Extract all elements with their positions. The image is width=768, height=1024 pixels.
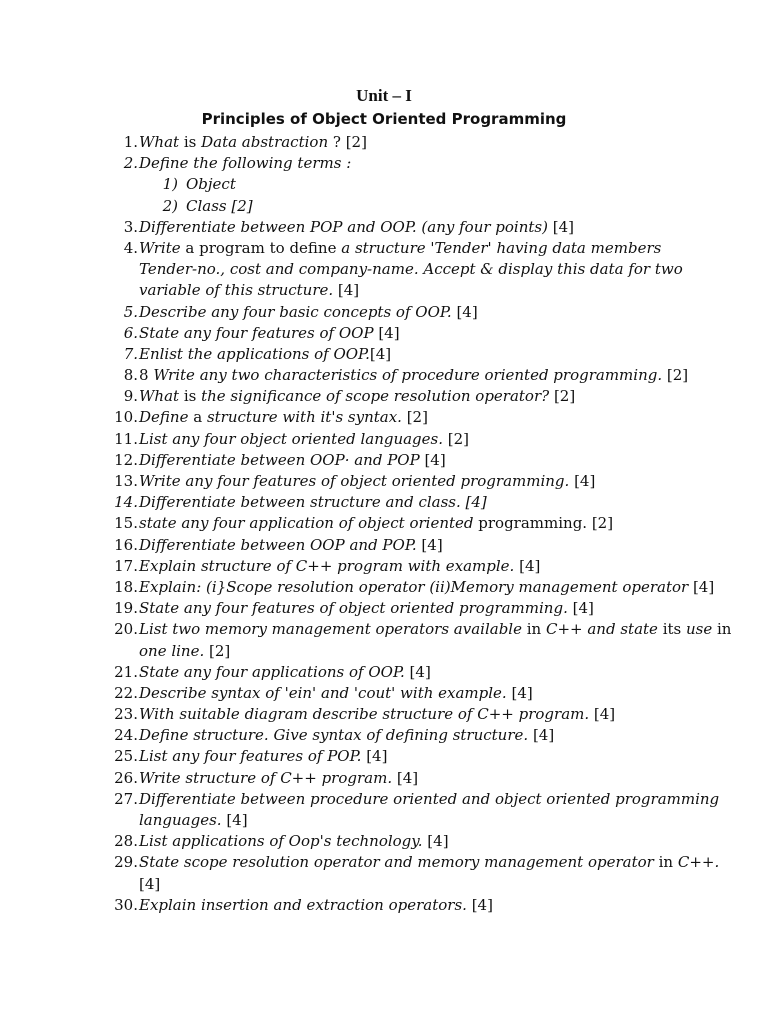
question-number: 24. — [114, 726, 138, 745]
question-text-segment: [4] — [373, 323, 400, 342]
question-number: 27. — [114, 789, 138, 808]
question-number: 23. — [114, 705, 138, 724]
question-number: 10. — [114, 408, 138, 427]
question-text-segment: [4] — [392, 768, 419, 787]
question-text-segment: in — [653, 853, 678, 872]
question-text-segment: the significance of scope resolution operator? — [201, 387, 550, 406]
unit-title: Unit – I — [356, 86, 412, 105]
question-text-segment: State any four features of OOP — [139, 323, 374, 342]
question-row — [0, 302, 768, 323]
question-text-segment: C++. — [677, 853, 720, 872]
question-row — [0, 746, 768, 767]
question-number: 15. — [114, 514, 138, 533]
question-text-segment: [4] — [404, 662, 431, 681]
question-text — [139, 407, 684, 428]
question-text — [139, 344, 684, 365]
question-row — [0, 577, 768, 598]
question-text-segment: languages. — [139, 811, 222, 829]
question-text-segment: State any four applications of OOP. — [139, 662, 405, 681]
question-text-segment: Write any two characteristics of procedure oriented programming. — [153, 366, 663, 385]
question-text-segment: Differentiate between OOP and POP. — [139, 535, 417, 554]
question-text-segment: [4] — [506, 683, 533, 702]
question-row — [0, 492, 768, 513]
question-number: 14. — [114, 493, 138, 512]
sub-item-number: 1) — [162, 175, 178, 194]
question-text — [139, 577, 715, 598]
question-text-segment: Explain structure of C++ program with example. — [139, 556, 515, 575]
question-text-segment: programming. [2] — [473, 514, 614, 533]
question-row — [0, 704, 768, 725]
question-row — [0, 641, 768, 662]
question-text — [139, 323, 684, 344]
question-number: 11. — [114, 429, 138, 448]
question-row — [0, 810, 768, 831]
question-text-segment: Describe syntax of 'ein' and 'cout' with example. — [139, 683, 507, 702]
question-row — [0, 238, 768, 259]
question-row — [0, 280, 768, 301]
question-number: 25. — [114, 747, 138, 766]
question-row — [0, 895, 768, 916]
question-text-segment: Differentiate between OOP· and POP — [139, 450, 420, 469]
question-text-segment: [4] — [451, 302, 478, 321]
question-text-segment: [2] — [662, 366, 689, 385]
question-row — [0, 365, 768, 386]
question-number: 16. — [114, 535, 138, 554]
question-text-segment: Differentiate between POP and OOP. (any four points) — [139, 217, 548, 236]
question-text-segment: [4] — [589, 705, 616, 724]
question-text-segment: Enlist the applications of OOP. — [139, 344, 370, 363]
question-number: 8. — [123, 366, 138, 385]
question-row — [0, 323, 768, 344]
question-text-segment: in — [521, 620, 546, 639]
question-continuation — [139, 259, 684, 280]
question-number: 2. — [123, 154, 138, 173]
question-text — [139, 365, 689, 386]
question-text-segment: [4] — [567, 599, 594, 618]
question-text — [139, 831, 684, 852]
question-text-segment: is — [179, 387, 202, 406]
question-text-segment: Write — [139, 238, 181, 257]
question-text-segment: state any four application of object oriented — [139, 514, 474, 533]
question-text-segment: [4] — [419, 450, 446, 469]
question-text-segment: C++ and state — [545, 620, 658, 639]
question-number: 6. — [123, 323, 138, 342]
question-text-segment: ? [2] — [328, 133, 367, 151]
question-text-segment: What — [139, 387, 180, 406]
question-row — [0, 174, 768, 195]
question-row — [0, 852, 768, 873]
question-row — [0, 535, 768, 556]
question-text-segment: [4] — [547, 217, 574, 236]
question-row — [0, 513, 768, 534]
question-row — [0, 874, 768, 895]
question-text-segment: in — [712, 620, 732, 639]
question-text-segment: Describe any four basic concepts of OOP. — [139, 302, 452, 321]
question-text-segment: a — [188, 408, 207, 427]
question-text-segment: Define the following terms : — [139, 154, 352, 173]
question-text — [139, 598, 684, 619]
question-number: 20. — [114, 620, 138, 639]
question-number: 1. — [123, 133, 138, 151]
sub-item-text: Class [2] — [186, 196, 253, 215]
question-text — [139, 535, 684, 556]
question-text-segment: [4] — [528, 726, 555, 745]
question-number: 12. — [114, 450, 138, 469]
question-list — [0, 132, 768, 916]
question-text-segment: [4] — [422, 832, 449, 851]
question-text-segment: Write any four features of object oriented programming. — [139, 472, 570, 490]
question-row — [0, 450, 768, 471]
question-text-segment: [2] — [401, 408, 428, 427]
question-text-segment: List applications of Oop's technology. — [139, 832, 423, 851]
question-row — [0, 196, 768, 217]
question-text-segment: use — [685, 620, 713, 639]
question-text — [139, 513, 684, 534]
question-row — [0, 132, 768, 153]
question-row — [0, 217, 768, 238]
question-text-segment: [4] — [569, 472, 596, 490]
question-number: 5. — [123, 302, 138, 321]
question-text-segment: a program to define — [180, 238, 342, 257]
question-text-segment: [4] — [221, 811, 248, 829]
question-text — [139, 895, 684, 916]
question-text-segment: Data abstraction — [201, 133, 329, 151]
question-row — [0, 429, 768, 450]
question-text-segment: variable of this structure. — [139, 281, 334, 300]
question-number: 26. — [114, 768, 138, 787]
question-text-segment: [4] — [514, 556, 541, 575]
question-text — [139, 429, 684, 450]
question-text-segment: structure with it's syntax. — [206, 408, 402, 427]
sub-item-number: 2) — [162, 196, 178, 215]
question-continuation — [139, 874, 684, 895]
question-row — [0, 407, 768, 428]
question-text-segment: [2] — [204, 641, 231, 660]
question-row — [0, 598, 768, 619]
question-text-segment: Differentiate between structure and class. [4] — [139, 493, 487, 512]
question-text-segment: [2] — [443, 429, 470, 448]
question-text-segment: [4] — [416, 535, 443, 554]
question-text-segment: [4] — [688, 577, 715, 596]
question-text-segment: Define — [139, 408, 189, 427]
question-number: 9. — [123, 387, 138, 406]
question-continuation — [139, 810, 684, 831]
question-row — [0, 662, 768, 683]
question-text-segment: one line. — [139, 641, 205, 660]
question-text — [139, 238, 684, 259]
question-number: 18. — [114, 577, 138, 596]
sub-item-text: Object — [186, 175, 236, 194]
question-row — [0, 344, 768, 365]
question-continuation — [139, 280, 684, 301]
question-text-segment: [4] — [333, 281, 360, 300]
question-row — [0, 386, 768, 407]
question-text — [139, 662, 684, 683]
question-text-segment: List any four features of POP. — [139, 747, 362, 766]
question-text — [139, 217, 684, 238]
question-text-segment: Explain: (i}Scope resolution operator (ii)Memory management operator — [139, 577, 689, 596]
question-text-segment: What — [139, 133, 180, 151]
question-row — [0, 768, 768, 789]
question-text — [139, 302, 684, 323]
question-text-segment: is — [179, 133, 202, 151]
question-number: 7. — [123, 344, 138, 363]
question-text — [139, 683, 684, 704]
question-text — [139, 132, 684, 153]
question-row — [0, 259, 768, 280]
question-text-segment: [4] — [139, 874, 161, 893]
question-row — [0, 556, 768, 577]
question-text-segment: [2] — [549, 387, 576, 406]
question-text — [139, 852, 720, 873]
question-text — [139, 450, 684, 471]
question-row — [0, 831, 768, 852]
question-row — [0, 725, 768, 746]
question-text — [139, 153, 684, 174]
question-number: 28. — [114, 832, 138, 851]
question-number: 19. — [114, 599, 138, 618]
question-text-segment: a structure 'Tender' having data members — [341, 238, 662, 257]
question-text — [139, 556, 684, 577]
question-text-segment: State scope resolution operator and memory management operator — [139, 853, 654, 872]
question-text-segment: [4] — [369, 344, 392, 363]
question-number: 17. — [114, 556, 138, 575]
question-text — [139, 619, 732, 640]
question-number: 21. — [114, 662, 138, 681]
question-text-segment: Define structure. Give syntax of defining structure. — [139, 726, 529, 745]
question-number: 22. — [114, 683, 138, 702]
question-text-segment: Tender-no., cost and company-name. Accept & display this data for two — [139, 260, 683, 279]
question-text-segment: List two memory management operators available — [139, 620, 522, 639]
question-text-segment: Differentiate between procedure oriented and object oriented programming — [139, 789, 720, 808]
question-text-segment: Explain insertion and extraction operators. — [139, 895, 467, 914]
document-subtitle: Principles of Object Oriented Programming — [201, 110, 567, 128]
question-text-segment: 8 — [139, 366, 154, 385]
question-number: 13. — [114, 472, 138, 490]
question-row — [0, 153, 768, 174]
question-number: 4. — [123, 238, 138, 257]
question-row — [0, 619, 768, 640]
question-text — [139, 746, 684, 767]
question-row — [0, 789, 768, 810]
question-text — [139, 704, 684, 725]
question-text-segment: State any four features of object oriented programming. — [139, 599, 568, 618]
question-text-segment: List any four object oriented languages. — [139, 429, 443, 448]
question-text — [139, 789, 720, 810]
question-row — [0, 683, 768, 704]
question-text — [139, 492, 684, 513]
question-number: 3. — [123, 217, 138, 236]
question-text-segment: its — [657, 620, 686, 639]
question-text — [139, 725, 684, 746]
question-text — [139, 768, 684, 789]
question-text-segment: [4] — [361, 747, 388, 766]
question-number: 30. — [114, 895, 138, 914]
question-number: 29. — [114, 853, 138, 872]
question-text-segment: With suitable diagram describe structure of C++ program. — [139, 705, 590, 724]
question-text-segment: [4] — [466, 895, 493, 914]
question-text — [139, 386, 684, 407]
question-continuation — [139, 641, 684, 662]
question-row — [0, 471, 768, 492]
question-text — [139, 471, 684, 492]
question-text-segment: Write structure of C++ program. — [139, 768, 393, 787]
